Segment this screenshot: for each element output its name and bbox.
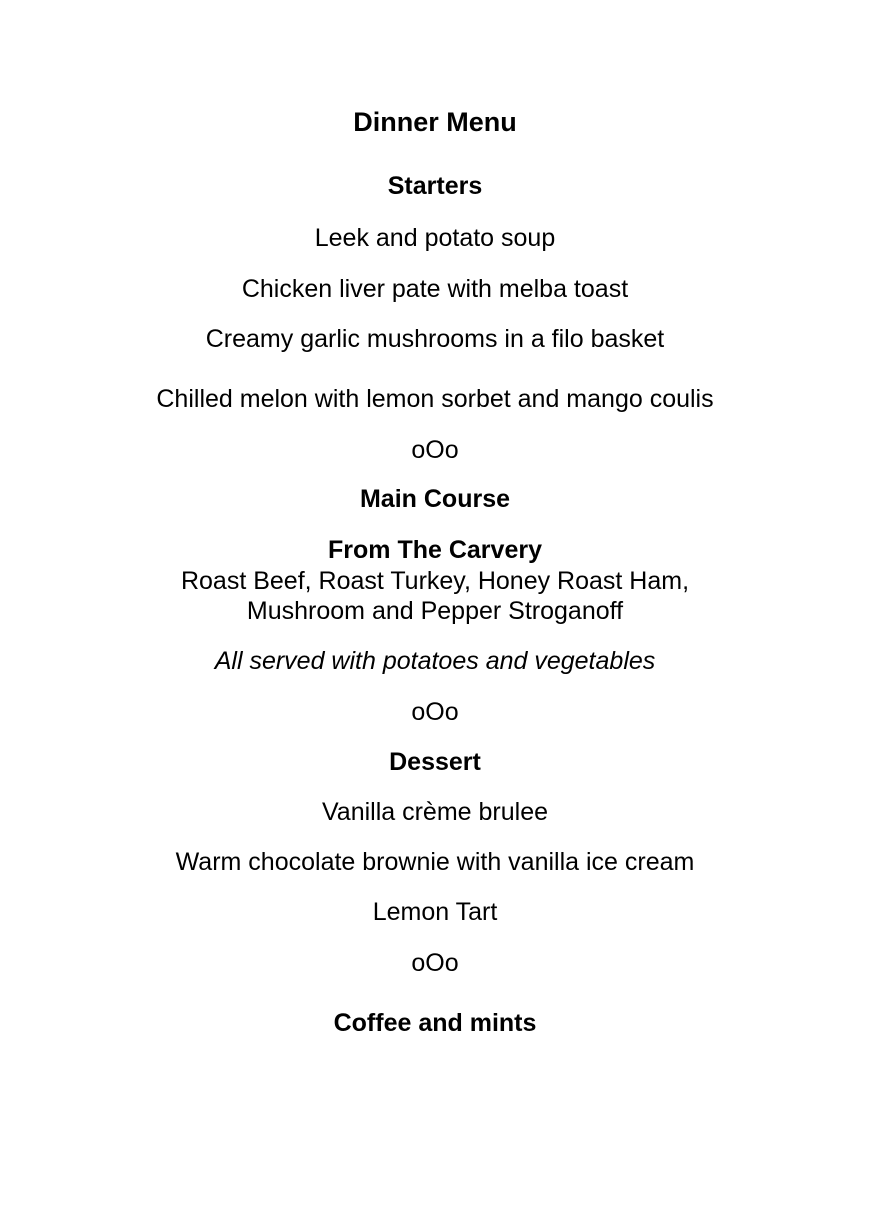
page-title: Dinner Menu bbox=[353, 107, 517, 137]
section-separator: oOo bbox=[411, 436, 459, 464]
dessert-item: Warm chocolate brownie with vanilla ice cream bbox=[175, 848, 695, 876]
starters-heading: Starters bbox=[387, 172, 483, 200]
starter-item: Chicken liver pate with melba toast bbox=[241, 275, 629, 303]
carvery-line: Roast Beef, Roast Turkey, Honey Roast Ham, bbox=[180, 567, 690, 595]
main-course-note: All served with potatoes and vegetables bbox=[214, 647, 656, 675]
starter-item: Chilled melon with lemon sorbet and mango coulis bbox=[156, 385, 714, 413]
dessert-item: Lemon Tart bbox=[372, 898, 498, 926]
carvery-subheading: From The Carvery bbox=[328, 536, 542, 564]
closing-heading: Coffee and mints bbox=[333, 1009, 537, 1037]
section-separator: oOo bbox=[411, 949, 459, 977]
section-separator: oOo bbox=[411, 698, 459, 726]
main-course-heading: Main Course bbox=[359, 485, 511, 513]
dessert-heading: Dessert bbox=[389, 748, 481, 776]
starter-item: Creamy garlic mushrooms in a filo basket bbox=[205, 325, 665, 353]
dessert-item: Vanilla crème brulee bbox=[321, 798, 549, 826]
starter-item: Leek and potato soup bbox=[314, 224, 556, 252]
carvery-line: Mushroom and Pepper Stroganoff bbox=[246, 597, 624, 625]
